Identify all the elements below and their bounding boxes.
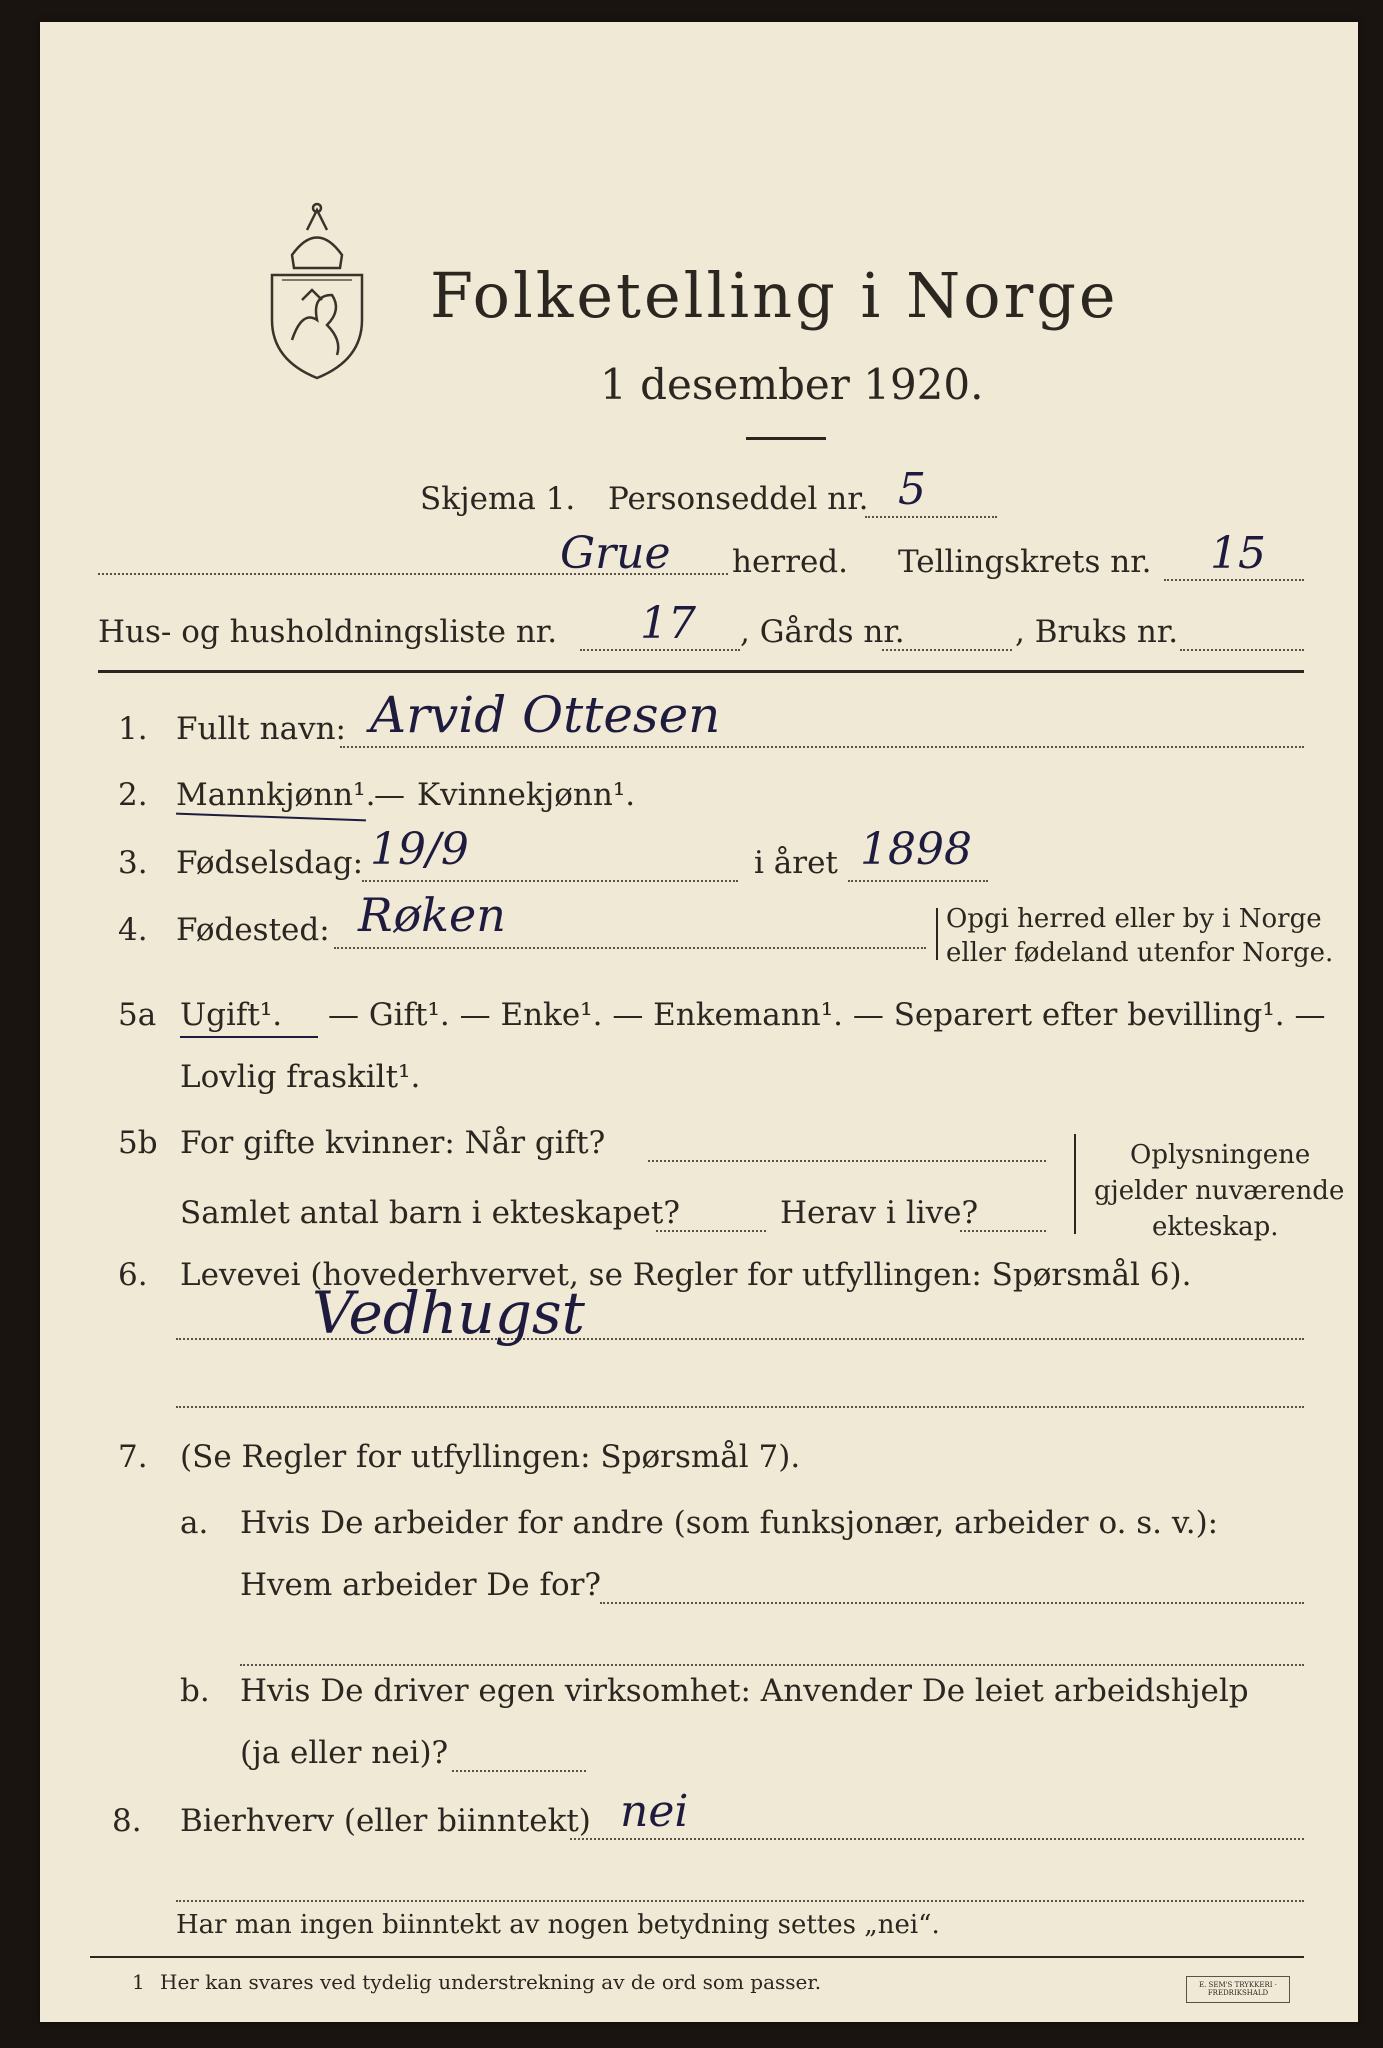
- q7-number: 7.: [118, 1439, 148, 1475]
- q4-note-line1: Opgi herred eller by i Norge: [946, 904, 1322, 934]
- q5a-selection-underline: [180, 1036, 318, 1038]
- occupation-value: Vedhugst: [312, 1279, 585, 1347]
- q7-label: (Se Regler for utfyllingen: Spørsmål 7).: [180, 1439, 801, 1475]
- q8-label: Bierhverv (eller biinntekt): [180, 1803, 591, 1839]
- q7a-letter: a.: [180, 1505, 209, 1541]
- printer-stamp: E. SEM'S TRYKKERI · FREDRIKSHALD: [1186, 1976, 1290, 2003]
- header-divider: [98, 670, 1304, 673]
- q5b-line1: For gifte kvinner: Når gift?: [180, 1125, 606, 1161]
- q5b-line2b: Herav i live?: [780, 1195, 979, 1231]
- q4-note-line2: eller fødeland utenfor Norge.: [946, 938, 1334, 968]
- biinntekt-note: Har man ingen biinntekt av nogen betydning settes „nei“.: [176, 1910, 940, 1940]
- q4-number: 4.: [118, 912, 148, 948]
- husliste-value: 17: [640, 598, 696, 649]
- q6-number: 6.: [118, 1257, 148, 1293]
- norway-coat-of-arms-icon: [262, 200, 372, 380]
- q5b-note1: Oplysningene: [1130, 1140, 1311, 1170]
- tellingskrets-label: Tellingskrets nr.: [898, 544, 1152, 580]
- form-title: Folketelling i Norge: [430, 259, 1119, 332]
- q2-number: 2.: [118, 777, 148, 813]
- personseddel-label: Personseddel nr.: [608, 481, 869, 517]
- birthyear-value: 1898: [860, 824, 972, 875]
- tellingskrets-value: 15: [1210, 528, 1266, 579]
- birthplace-value: Røken: [358, 888, 506, 942]
- q5a-ugift: Ugift¹.: [180, 997, 283, 1033]
- q7b-line2: (ja eller nei)?: [240, 1735, 449, 1771]
- q4-label: Fødested:: [176, 912, 330, 948]
- q7b-line1: Hvis De driver egen virksomhet: Anvender De leiet arbeidshjelp: [240, 1673, 1249, 1709]
- q5a-options: — Gift¹. — Enke¹. — Enkemann¹. — Separert efter bevilling¹. —: [328, 997, 1326, 1033]
- q2-dash: —: [374, 777, 405, 813]
- q5a-number: 5a: [118, 997, 157, 1033]
- skjema-label: Skjema 1.: [420, 481, 576, 517]
- herred-value: Grue: [560, 528, 671, 579]
- footnote-marker: 1: [132, 1970, 145, 1994]
- q3-number: 3.: [118, 845, 148, 881]
- full-name-value: Arvid Ottesen: [370, 686, 721, 744]
- q5a-fraskilt: Lovlig fraskilt¹.: [180, 1059, 421, 1095]
- q5b-note3: ekteskap.: [1152, 1212, 1279, 1242]
- q7b-letter: b.: [180, 1673, 210, 1709]
- personseddel-value: 5: [898, 464, 926, 515]
- q2-kvinnekjonn: Kvinnekjønn¹.: [417, 777, 636, 813]
- q7a-line2: Hvem arbeider De for?: [240, 1567, 602, 1603]
- q1-number: 1.: [118, 711, 148, 747]
- q5b-note2: gjelder nuværende: [1094, 1176, 1345, 1206]
- q5b-note-bracket: [1074, 1134, 1076, 1234]
- husliste-label: Hus- og husholdningsliste nr.: [98, 614, 558, 650]
- q8-number: 8.: [112, 1803, 142, 1839]
- q3-label: Fødselsdag:: [176, 845, 364, 881]
- birthdate-value: 19/9: [370, 824, 469, 875]
- title-divider: [746, 437, 826, 440]
- q4-note-bracket: [936, 908, 938, 960]
- herred-label: herred.: [732, 544, 848, 580]
- q5b-line2a: Samlet antal barn i ekteskapet?: [180, 1195, 680, 1231]
- q6-label: Levevei (hovederhvervet, se Regler for utfyllingen: Spørsmål 6).: [180, 1257, 1192, 1293]
- census-form-page: [40, 22, 1358, 2022]
- footnote-divider: [90, 1956, 1304, 1958]
- side-income-value: nei: [620, 1786, 689, 1837]
- census-date: 1 desember 1920.: [600, 360, 984, 409]
- q2-mannkjonn: Mannkjønn¹.: [176, 777, 376, 813]
- q2-selection-underline: [176, 813, 366, 822]
- q1-label: Fullt navn:: [176, 711, 346, 747]
- q7a-line1: Hvis De arbeider for andre (som funksjonær, arbeider o. s. v.):: [240, 1505, 1219, 1541]
- q5b-number: 5b: [118, 1125, 158, 1161]
- footnote-text: Her kan svares ved tydelig understrekning av de ord som passer.: [160, 1970, 822, 1994]
- bruks-label: , Bruks nr.: [1015, 614, 1179, 650]
- q3-year-label: i året: [754, 845, 838, 881]
- gards-label: , Gårds nr.: [740, 614, 905, 650]
